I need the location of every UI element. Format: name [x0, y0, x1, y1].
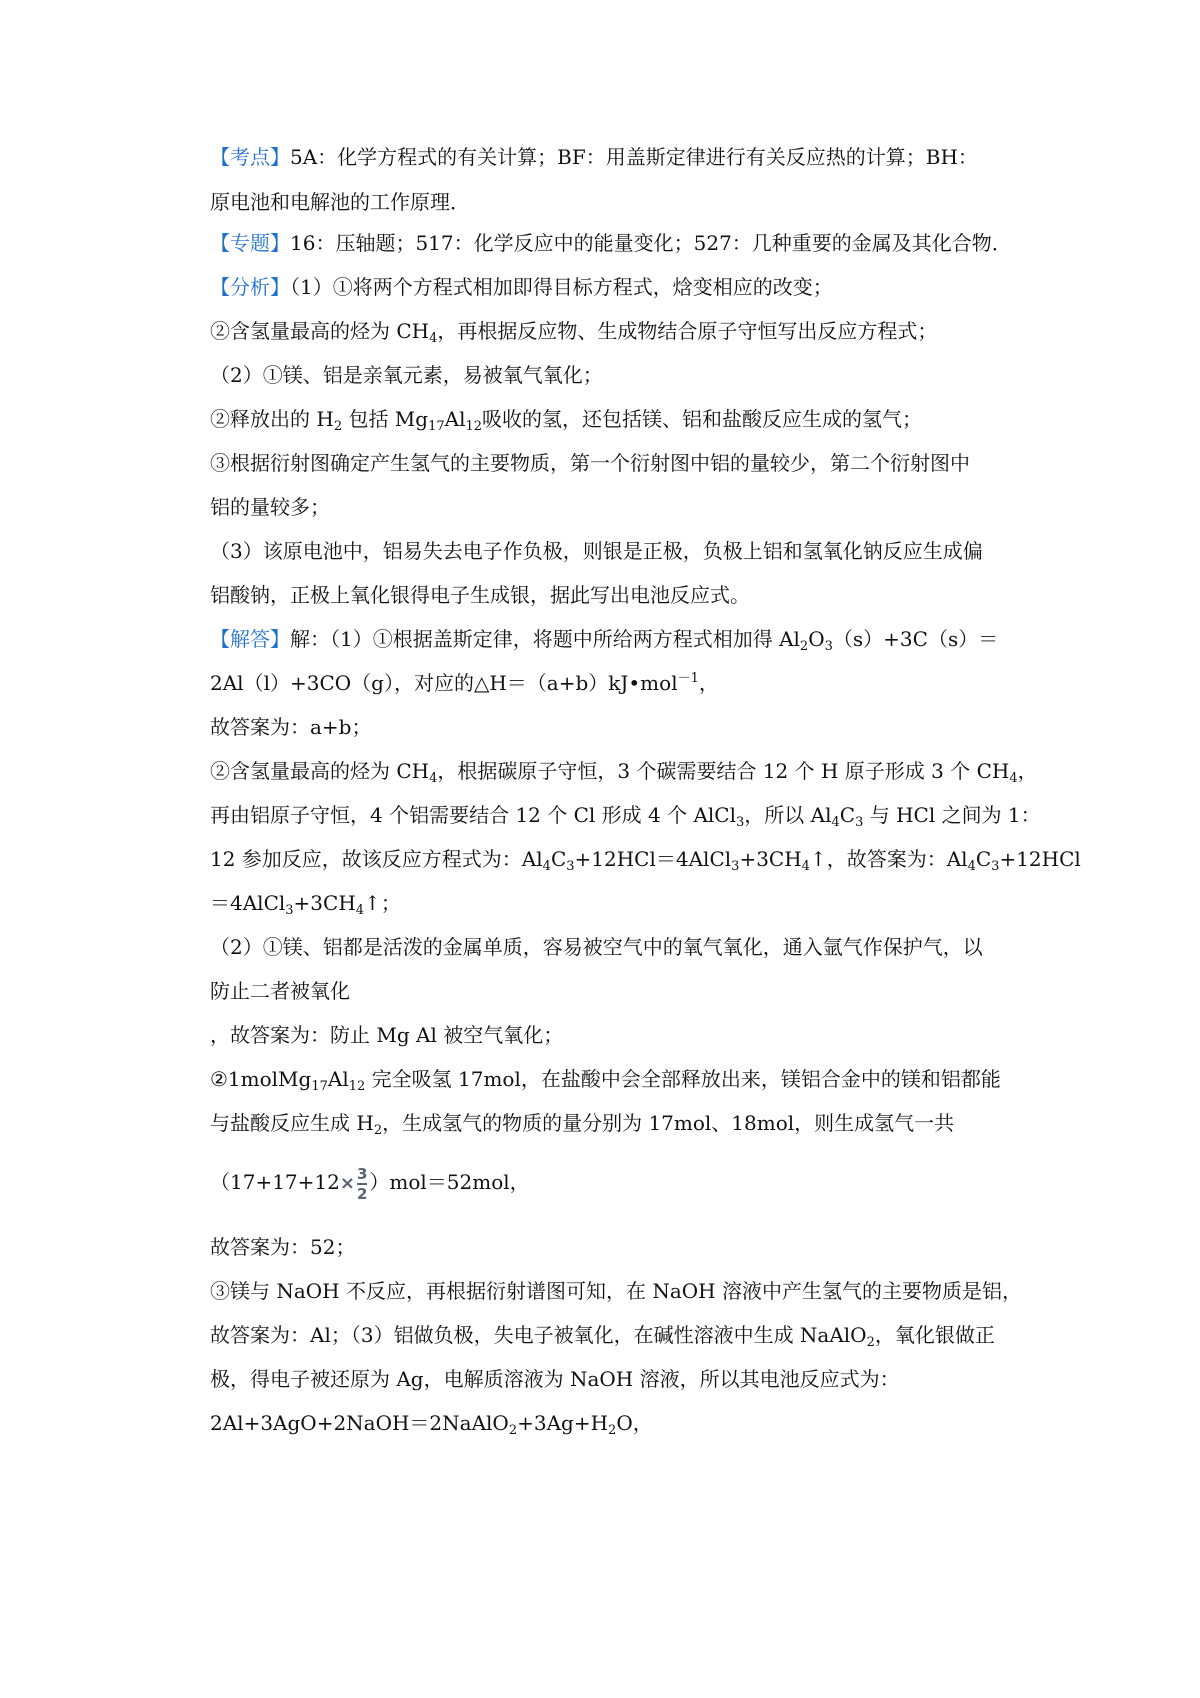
subscript: 2: [333, 419, 343, 434]
answer-line-15: [210, 1276, 1030, 1306]
subscript: 4: [429, 771, 438, 786]
subscript: 3: [991, 859, 1000, 874]
answer-line-2: [210, 668, 1030, 698]
answer-line-5: [210, 800, 1041, 830]
subscript: 4: [542, 859, 551, 874]
subscript: 17: [311, 1079, 328, 1094]
text-segment: 吸收的氢，还包括镁、铝和盐酸反应生成的氢气；: [482, 407, 923, 431]
text-segment: ，根据碳原子守恒，3 个碳需要结合 12 个 H 原子形成 3 个 CH: [437, 759, 1010, 783]
subscript: 3: [731, 859, 740, 874]
subscript: 3: [855, 815, 864, 830]
answer-line-9: [210, 976, 1030, 1006]
text-segment: C: [975, 847, 992, 871]
analysis-line-3: [210, 360, 1030, 390]
answer-line-8: [210, 932, 1030, 962]
text-segment: ，: [698, 671, 719, 695]
fenxi-text: （1）①将两个方程式相加即得目标方程式，焓变相应的改变；: [290, 275, 833, 299]
subscript: 3: [824, 639, 833, 654]
analysis-line-7: [210, 536, 1030, 566]
text-segment: ③根据衍射图确定产生氢气的主要物质，第一个衍射图中铝的量较少，第二个衍射图中: [210, 451, 970, 475]
text-segment: ②含氢量最高的烃为 CH: [210, 319, 430, 343]
text-segment: ②含氢量最高的烃为 CH: [210, 759, 430, 783]
text-segment: Al: [444, 407, 466, 431]
fraction-three-halves: [357, 1166, 367, 1202]
text-segment: +3Ag+H: [517, 1411, 609, 1435]
text-segment: 铝酸钠，正极上氧化银得电子生成银，据此写出电池反应式。: [210, 583, 750, 607]
fenxi-tag: 【分析】: [210, 275, 290, 299]
analysis-line-5: [210, 448, 1030, 478]
times-sign: ×: [339, 1173, 355, 1194]
text-segment: C: [550, 847, 567, 871]
fraction-numerator: 3: [356, 1164, 368, 1183]
answer-line-10: [210, 1020, 1030, 1050]
text-segment: ②1molMg: [210, 1067, 312, 1091]
text-segment: 故答案为：a+b；: [210, 715, 372, 739]
text-segment: +3CH: [739, 847, 802, 871]
answer-line-13: [210, 1162, 1030, 1204]
text-segment: （17+17+12: [210, 1170, 340, 1194]
subscript: 12: [348, 1079, 366, 1094]
text-segment: +12HCl: [999, 847, 1081, 871]
text-segment: 2Al（l）+3CO（g），对应的△H＝（a+b）kJ•mol: [210, 671, 678, 695]
text-segment: （3）该原电池中，铝易失去电子作负极，则银是正极，负极上铝和氢氧化钠反应生成偏: [210, 539, 983, 563]
superscript: －1: [677, 671, 699, 686]
subscript: 17: [428, 419, 445, 434]
text-segment: 故答案为：52；: [210, 1235, 356, 1259]
analysis-line-2: [210, 316, 1030, 346]
subscript: 2: [608, 1423, 617, 1438]
text-segment: ，氧化银做正: [874, 1323, 995, 1347]
text-segment: ）mol＝52mol，: [369, 1170, 530, 1194]
kaodian-line: [210, 142, 1030, 172]
answer-line-17: [210, 1364, 1030, 1394]
text-segment: O: [808, 627, 825, 651]
subscript: 4: [967, 859, 976, 874]
text-segment: C: [839, 803, 856, 827]
text-segment: （2）①镁、铝是亲氧元素，易被氧气氧化；: [210, 363, 603, 387]
answer-line-3: [210, 712, 1030, 742]
text-segment: +12HCl＝4AlCl: [574, 847, 732, 871]
text-segment: ，再根据反应物、生成物结合原子守恒写出反应方程式；: [437, 319, 938, 343]
subscript: 2: [373, 1123, 383, 1138]
text-segment: 解：（1）①根据盖斯定律，将题中所给两方程式相加得 Al: [290, 627, 800, 651]
fenxi-line: [210, 272, 1030, 302]
subscript: 4: [801, 859, 810, 874]
answer-line-16: [210, 1320, 1030, 1350]
text-segment: 与 HCl 之间为 1：: [863, 803, 1041, 827]
kaodian-line-2: [210, 187, 1030, 217]
subscript: 4: [429, 331, 438, 346]
kaodian-text-2: 原电池和电解池的工作原理．: [210, 190, 470, 214]
text-segment: （2）①镁、铝都是活泼的金属单质，容易被空气中的氧气氧化，通入氩气作保护气，以: [210, 935, 983, 959]
text-segment: ，生成氢气的物质的量分别为 17mol、18mol，则生成氢气一共: [382, 1111, 955, 1135]
answer-line-6: [210, 844, 1081, 874]
jieda-line: [210, 624, 1030, 654]
subscript: 3: [736, 815, 745, 830]
text-segment: ③镁与 NaOH 不反应，再根据衍射谱图可知，在 NaOH 溶液中产生氢气的主要物质是铝，: [210, 1279, 1022, 1303]
text-segment: 与盐酸反应生成 H: [210, 1111, 374, 1135]
text-segment: O，: [616, 1411, 653, 1435]
subscript: 4: [831, 815, 840, 830]
text-segment: 防止二者被氧化: [210, 979, 350, 1003]
subscript: 4: [1009, 771, 1018, 786]
zhuanti-line: [210, 228, 1030, 258]
analysis-line-6: [210, 492, 1030, 522]
subscript: 3: [285, 903, 294, 918]
answer-line-7: [210, 888, 1030, 918]
text-segment: 12 参加反应，故该反应方程式为：Al: [210, 847, 543, 871]
text-segment: ＝4AlCl: [210, 891, 286, 915]
subscript: 2: [508, 1423, 518, 1438]
text-segment: 包括 Mg: [342, 407, 429, 431]
analysis-line-4: [210, 404, 1030, 434]
answer-line-14: [210, 1232, 1030, 1262]
text-segment: Al: [327, 1067, 349, 1091]
text-segment: ↑；: [364, 891, 401, 915]
subscript: 3: [566, 859, 575, 874]
answer-line-18: [210, 1408, 1030, 1438]
text-segment: 极，得电子被还原为 Ag，电解质溶液为 NaOH 溶液，所以其电池反应式为：: [210, 1367, 900, 1391]
subscript: 2: [866, 1335, 875, 1350]
kaodian-text: 5A：化学方程式的有关计算；BF：用盖斯定律进行有关反应热的计算；BH：: [290, 145, 978, 169]
text-segment: 2Al+3AgO+2NaOH＝2NaAlO: [210, 1411, 509, 1435]
subscript: 2: [799, 639, 809, 654]
zhuanti-text: 16：压轴题；517：化学反应中的能量变化；527：几种重要的金属及其化合物．: [290, 231, 1012, 255]
analysis-line-8: [210, 580, 1030, 610]
text-segment: ②释放出的 H: [210, 407, 334, 431]
subscript: 4: [355, 903, 365, 918]
text-segment: ，所以 Al: [744, 803, 832, 827]
answer-line-4: [210, 756, 1038, 786]
text-segment: ，: [1017, 759, 1038, 783]
text-segment: +3CH: [293, 891, 356, 915]
subscript: 12: [465, 419, 483, 434]
jieda-tag: 【解答】: [210, 627, 290, 651]
text-segment: 铝的量较多；: [210, 495, 330, 519]
text-segment: 完全吸氢 17mol，在盐酸中会全部释放出来，镁铝合金中的镁和铝都能: [365, 1067, 1001, 1091]
text-segment: 故答案为：Al；（3）铝做负极，失电子被氧化，在碱性溶液中生成 NaAlO: [210, 1323, 867, 1347]
answer-line-12: [210, 1108, 1030, 1138]
text-segment: ↑，故答案为：Al: [809, 847, 968, 871]
fraction-denominator: 2: [356, 1184, 368, 1203]
text-segment: 再由铝原子守恒，4 个铝需要结合 12 个 Cl 形成 4 个 AlCl: [210, 803, 736, 827]
kaodian-tag: 【考点】: [210, 145, 290, 169]
zhuanti-tag: 【专题】: [210, 231, 290, 255]
text-segment: ，故答案为：防止 Mg Al 被空气氧化；: [210, 1023, 564, 1047]
text-segment: （s）+3C（s）＝: [832, 627, 999, 651]
answer-line-11: [210, 1064, 1030, 1094]
